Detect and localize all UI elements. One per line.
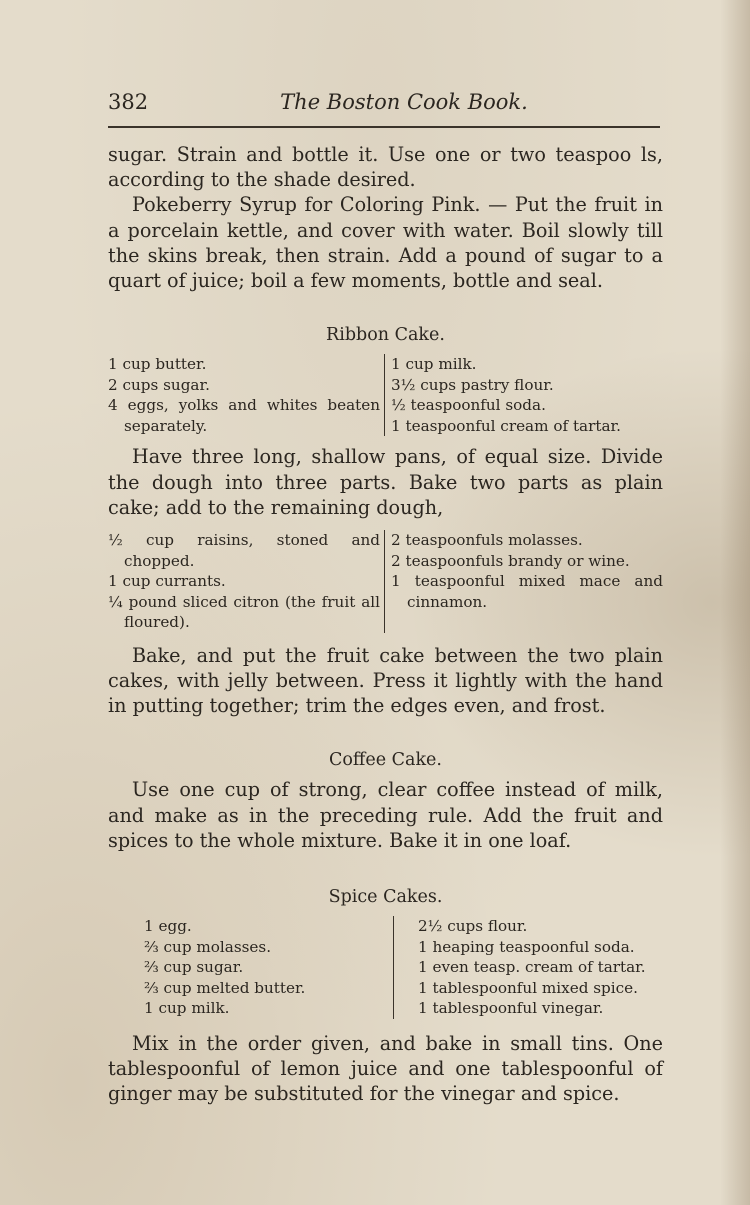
header-rule (108, 126, 660, 128)
ingredient: 2 teaspoonfuls brandy or wine. (391, 551, 630, 570)
ingredient: 1 tablespoonful mixed spice. (418, 978, 638, 997)
coffee-cake-heading: Coffee Cake. (329, 750, 442, 771)
pokeberry-paragraph: Pokeberry Syrup for Coloring Pink. — Put the fruit in a porcelain kettle, and cover with water. Boil slowly till the skins break, then strain. Add a pound of sugar to a quart of juice; boil a few moments, bottle and seal. (108, 193, 663, 293)
spice-paragraph: Mix in the order given, and bake in small tins. One tablespoonful of lemon juice and one tablespoonful of ginger may be substituted for the vinegar and spice. (108, 1031, 663, 1106)
ingredient: 4 eggs, yolks and whites beaten separately. (108, 396, 380, 435)
ribbon-fruit-left (108, 530, 385, 633)
ingredient: 1 heaping teaspoonful soda. (418, 937, 635, 956)
ingredient: ⅔ cup molasses. (144, 937, 272, 956)
spice-ingredients-right (394, 916, 663, 1019)
ingredient: ¼ pound sliced citron (the fruit all floured). (108, 592, 380, 632)
ribbon-fruit-ingredients (108, 530, 663, 633)
ingredient: 1 cup milk. (144, 999, 230, 1018)
page-header (108, 88, 660, 122)
ingredient: ⅔ cup melted butter. (144, 978, 306, 997)
ingredient: 1 teaspoonful mixed mace and cinnamon. (391, 572, 663, 611)
ingredient: ½ cup raisins, stoned and chopped. (108, 531, 380, 570)
ingredient: 1 cup currants. (108, 572, 226, 591)
ribbon-ingredients (108, 354, 663, 436)
ribbon-paragraph-1: Have three long, shallow pans, of equal size. Divide the dough into three parts. Bake two parts as plain cake; add to the remaining dough, (108, 445, 663, 519)
intro-line: sugar. Strain and bottle it. Use one or two teaspoo ls, according to the shade desired. (108, 143, 663, 192)
ingredient: 3½ cups pastry flour. (391, 375, 554, 394)
ribbon-cake-heading: Ribbon Cake. (326, 325, 445, 346)
ribbon-ingredients-right (385, 354, 663, 436)
ribbon-ingredients-left (108, 354, 385, 436)
ingredient: ½ teaspoonful soda. (391, 396, 546, 415)
ingredient: 1 cup milk. (391, 355, 477, 374)
spice-cakes-heading: Spice Cakes. (328, 886, 443, 907)
ingredient: ⅔ cup sugar. (144, 958, 244, 977)
page-body (108, 142, 663, 1106)
ingredient: 2 teaspoonfuls molasses. (391, 531, 583, 550)
ingredient: 1 teaspoonful cream of tartar. (391, 416, 621, 435)
ingredient: 2½ cups flour. (418, 917, 528, 936)
ingredient: 1 egg. (144, 917, 192, 936)
ingredient: 1 cup butter. (108, 355, 207, 374)
page-number: 382 (108, 90, 149, 114)
spice-ingredients (108, 916, 663, 1019)
spice-ingredients-left (108, 916, 394, 1019)
ribbon-paragraph-2: Bake, and put the fruit cake between the two plain cakes, with jelly between. Press it lightly with the hand in putting together; trim the edges even, and frost. (108, 643, 663, 717)
ribbon-fruit-right (385, 530, 663, 633)
ingredient: 1 tablespoonful vinegar. (418, 999, 604, 1018)
ingredient: 2 cups sugar. (108, 375, 210, 394)
page-edge-shadow (720, 0, 750, 1205)
coffee-paragraph: Use one cup of strong, clear coffee instead of milk, and make as in the preceding rule. Add the fruit and spices to the whole mixture. Bake it in one loaf. (108, 778, 663, 852)
ingredient: 1 even teasp. cream of tartar. (418, 958, 646, 977)
running-title: The Boston Cook Book. (280, 90, 528, 114)
